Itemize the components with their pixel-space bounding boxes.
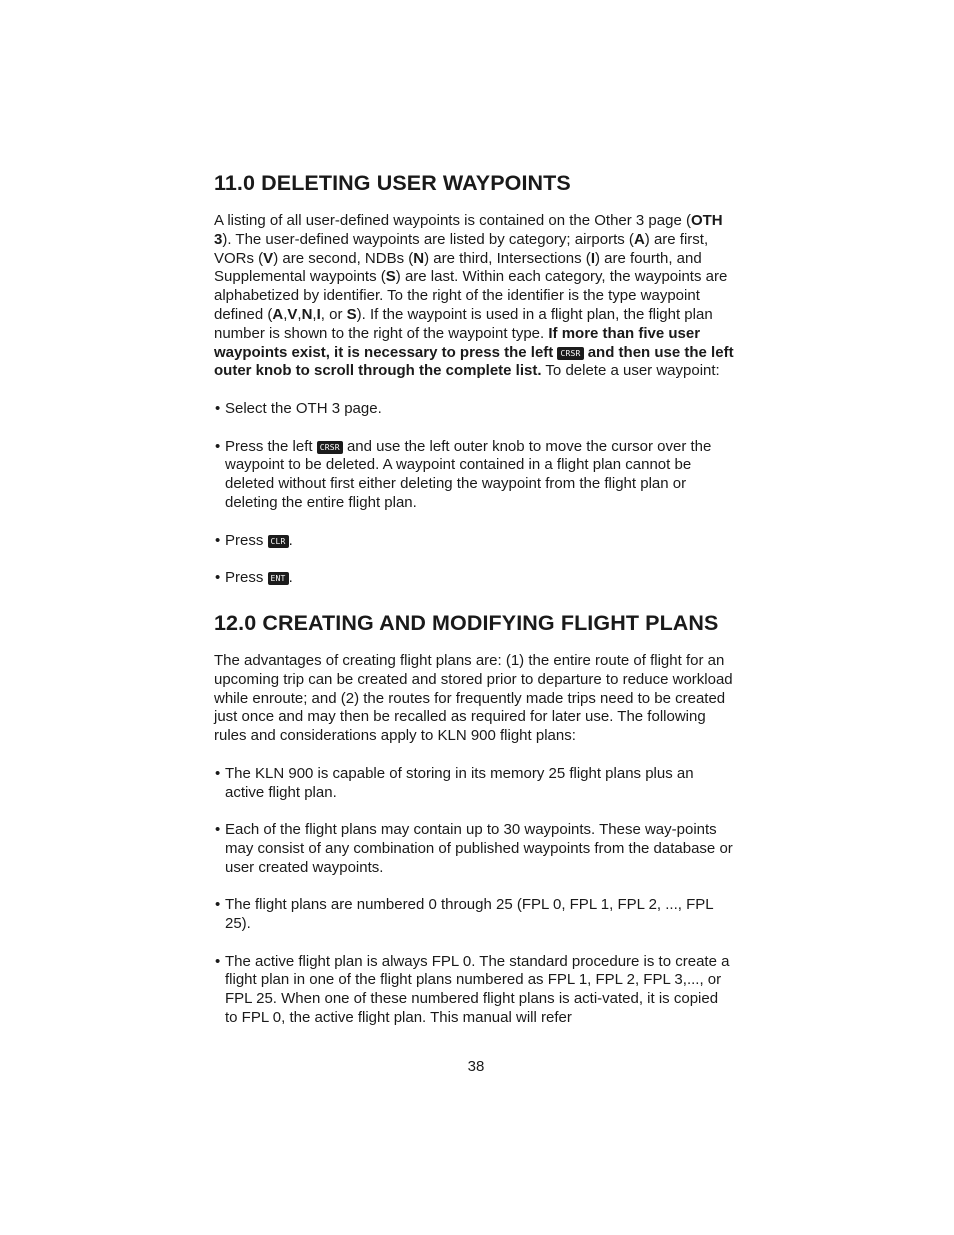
section-heading-creating-flight-plans: 12.0 CREATING AND MODIFYING FLIGHT PLANS xyxy=(214,610,719,635)
list-item-text: The active flight plan is always FPL 0. The standard procedure is to create a flight plan in one of the flight plans numbered as FPL 1, FPL 2, FPL 3,..., or FPL 25. When one of these numbered flight plans is acti-vated, it is copied to FPL 0, the active flight plan. This manual will refer xyxy=(225,952,730,1027)
page-number xyxy=(0,1058,954,1075)
list-item-text: Press xyxy=(225,569,268,587)
bullet-icon: • xyxy=(215,531,221,549)
text-run: To delete a user waypoint: xyxy=(541,362,720,380)
bold-run: I xyxy=(316,305,321,323)
text-run: ) are second, NDBs ( xyxy=(273,249,414,267)
bullet-icon: • xyxy=(215,896,221,914)
text-run: , xyxy=(312,305,317,323)
list-item xyxy=(214,532,734,551)
list-item-text: Select the OTH 3 page. xyxy=(225,399,382,417)
list-item xyxy=(214,569,734,588)
bullet-icon: • xyxy=(215,437,221,455)
crsr-key-icon: CRSR xyxy=(557,347,583,360)
list-item xyxy=(214,438,734,513)
text-run: ) are first, VORs ( xyxy=(214,230,709,267)
text-run: A listing of all user-defined waypoints is contained on the Other 3 page ( xyxy=(214,212,691,229)
list-item-text: and use the left outer knob to move the cursor over the waypoint to be deleted. A waypoint contained in a flight plan cannot be deleted without first either deleting the waypoint from the flight plan or deleting the entire flight plan. xyxy=(225,437,712,511)
bullet-icon: • xyxy=(215,952,221,970)
text-run: , or xyxy=(320,305,347,323)
list-item-text: . xyxy=(288,531,293,549)
list-item-text: Press xyxy=(225,531,268,549)
text-run: , xyxy=(283,305,288,323)
text-run: ). If the waypoint is used in a flight plan, the flight plan number is shown to the right of the waypoint type. xyxy=(214,305,713,342)
list-item-text: The flight plans are numbered 0 through 25 (FPL 0, FPL 1, FPL 2, ..., FPL 25). xyxy=(225,896,714,933)
ent-key-icon: ENT xyxy=(268,572,289,585)
clr-key-icon: CLR xyxy=(268,535,289,548)
text-run: ) are third, Intersections ( xyxy=(424,249,591,267)
list-item xyxy=(214,765,734,803)
bullet-icon: • xyxy=(215,821,221,839)
section-heading-deleting-user-waypoints: 11.0 DELETING USER WAYPOINTS xyxy=(214,171,571,195)
list-item xyxy=(214,400,734,419)
bold-run: I xyxy=(590,249,595,267)
bold-run: If more than five user waypoints exist, it is necessary to press the left xyxy=(214,324,701,361)
bold-run: S xyxy=(385,268,396,286)
bold-run: N xyxy=(301,305,313,323)
bullet-icon: • xyxy=(215,399,221,417)
bold-run: V xyxy=(287,305,298,323)
list-item-text: Each of the flight plans may contain up to 30 waypoints. These way-points may consist of any combination of published waypoints from the database or user created waypoints. xyxy=(225,821,733,876)
section1-intro-paragraph xyxy=(214,212,734,381)
text-run: ) are last. Within each category, the waypoints are alphabetized by identifier. To the right of the identifier is the type waypoint defined ( xyxy=(214,268,728,323)
text-run: ) are fourth, and Supplemental waypoints ( xyxy=(214,249,702,286)
list-item-text: . xyxy=(288,569,293,587)
bullet-icon: • xyxy=(215,764,221,782)
bold-run: V xyxy=(263,249,274,267)
bold-run: and then use the left outer knob to scroll through the complete list. xyxy=(214,343,734,380)
bullet-icon: • xyxy=(215,569,221,587)
bold-run: S xyxy=(346,305,357,323)
bold-run: N xyxy=(413,249,425,267)
bold-run: OTH 3 xyxy=(214,212,723,248)
crsr-key-icon: CRSR xyxy=(317,441,343,454)
page-number-text: 38 xyxy=(467,1058,485,1075)
bold-run: A xyxy=(272,305,284,323)
page-content xyxy=(214,170,734,1028)
list-item-text: The KLN 900 is capable of storing in its memory 25 flight plans plus an active flight plan. xyxy=(225,764,694,801)
list-item-text: Press the left xyxy=(225,437,317,455)
text-run: , xyxy=(297,305,302,323)
list-item xyxy=(214,953,734,1028)
text-run: ). The user-defined waypoints are listed by category; airports ( xyxy=(222,230,634,248)
bold-run: A xyxy=(633,230,645,248)
section2-intro-paragraph: The advantages of creating flight plans are: (1) the entire route of flight for an upcoming trip can be created and stored prior to departure to reduce workload while enroute; and (2) the routes for frequently made trips need to be created just once and may then be recalled as required for later use. The following rules and considerations apply to KLN 900 flight plans: xyxy=(214,651,733,745)
list-item xyxy=(214,896,734,934)
list-item xyxy=(214,821,734,877)
